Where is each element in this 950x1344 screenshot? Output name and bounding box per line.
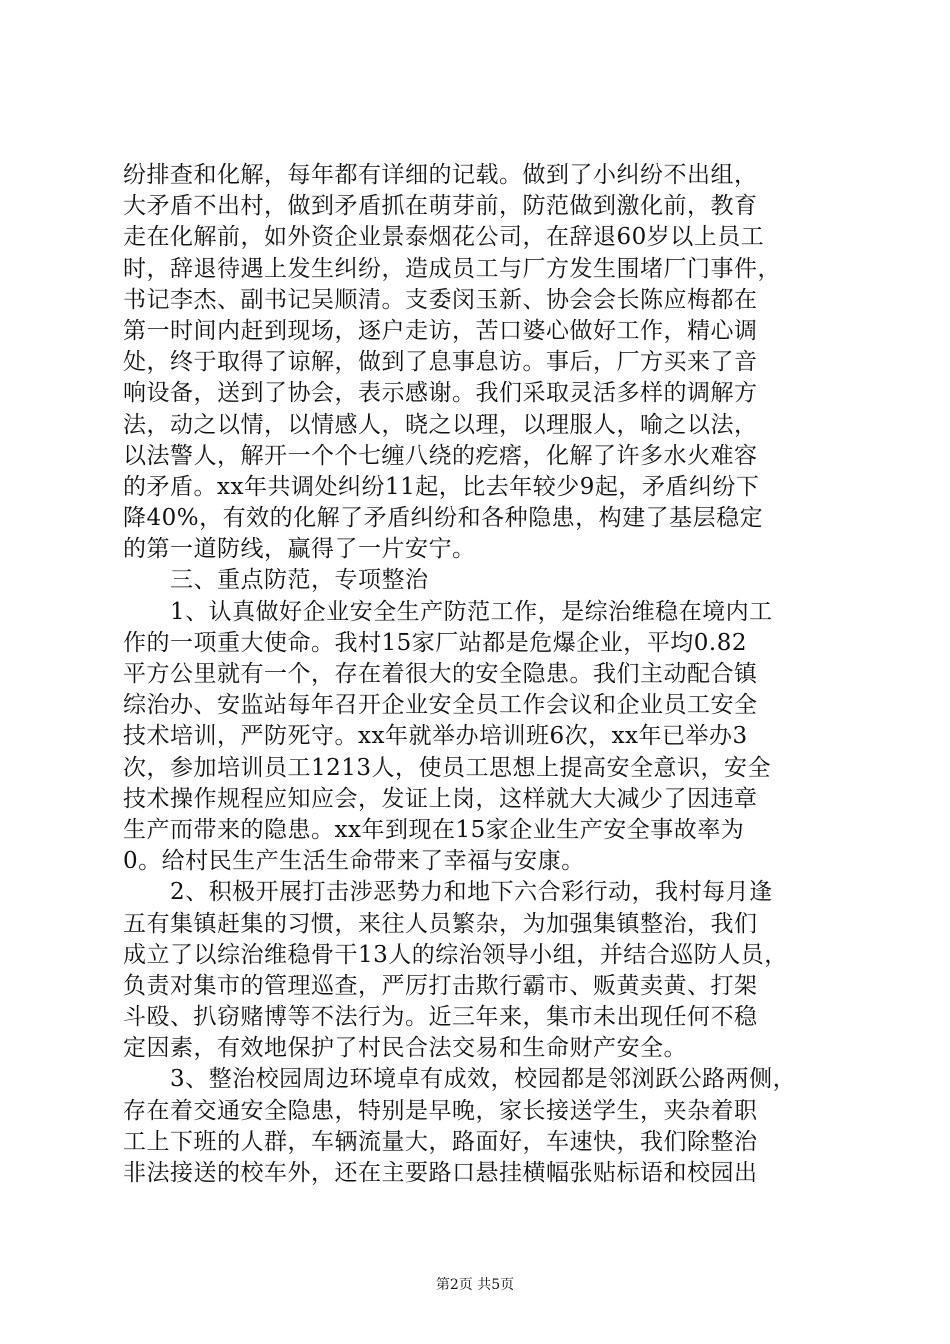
text-line: 成立了以综治维稳骨干13人的综治领导小组，并结合巡防人员， <box>123 941 788 968</box>
text-line: 技术操作规程应知应会，发证上岗，这样就大大减少了因违章 <box>123 785 758 812</box>
text-line: 2、积极开展打击涉恶势力和地下六合彩行动，我村每月逢 <box>123 879 773 906</box>
text-line: 存在着交通安全隐患，特别是早晚，家长接送学生，夹杂着职 <box>123 1097 758 1124</box>
text-line: 响设备，送到了协会，表示感谢。我们采取灵活多样的调解方 <box>123 380 758 407</box>
text-line: 大矛盾不出村，做到矛盾抓在萌芽前，防范做到激化前，教育 <box>123 193 758 220</box>
text-line: 综治办、安监站每年召开企业安全员工作会议和企业员工安全 <box>123 692 758 719</box>
text-line: 负责对集市的管理巡查，严厉打击欺行霸市、贩黄卖黄、打架 <box>123 972 758 999</box>
text-line: 斗殴、扒窃赌博等不法行为。近三年来，集市未出现任何不稳 <box>123 1004 758 1031</box>
text-line: 的矛盾。xx年共调处纠纷11起，比去年较少9起，矛盾纠纷下 <box>123 473 760 500</box>
text-line: 五有集镇赶集的习惯，来往人员繁杂，为加强集镇整治，我们 <box>123 910 758 937</box>
text-line: 0。给村民生产生活生命带来了幸福与安康。 <box>123 848 585 875</box>
text-line: 法，动之以情，以情感人，晓之以理，以理服人，喻之以法， <box>123 411 758 438</box>
document-body <box>123 160 835 1189</box>
text-line: 技术培训，严防死守。xx年就举办培训班6次，xx年已举办3 <box>123 723 748 750</box>
text-line: 生产而带来的隐患。xx年到现在15家企业生产安全事故率为 <box>123 816 745 843</box>
page-footer: 第2页 共5页 <box>435 1277 515 1293</box>
text-line: 以法警人，解开一个个七缠八绕的疙瘩，化解了许多水火难容 <box>123 442 758 469</box>
text-line: 非法接送的校车外，还在主要路口悬挂横幅张贴标语和校园出 <box>123 1160 758 1186</box>
text-line: 第一时间内赶到现场，逐户走访，苦口婆心做好工作，精心调 <box>123 317 758 344</box>
text-line: 时，辞退待遇上发生纠纷，造成员工与厂方发生围堵厂门事件， <box>123 255 781 282</box>
text-line: 书记李杰、副书记吴顺清。支委闵玉新、协会会长陈应梅都在 <box>123 286 758 313</box>
text-line: 降40%，有效的化解了矛盾纠纷和各种隐患，构建了基层稳定 <box>123 505 764 532</box>
text-line: 三、重点防范，专项整治 <box>123 567 429 594</box>
text-line: 纷排查和化解，每年都有详细的记载。做到了小纠纷不出组， <box>123 162 758 188</box>
text-line: 走在化解前，如外资企业景泰烟花公司，在辞退60岁以上员工 <box>123 224 765 251</box>
text-line: 3、整治校园周边环境卓有成效，校园都是邻浏跃公路两侧， <box>123 1066 797 1093</box>
text-line: 的第一道防线，赢得了一片安宁。 <box>123 536 476 563</box>
text-line: 1、认真做好企业安全生产防范工作，是综治维稳在境内工 <box>123 598 773 625</box>
text-line: 作的一项重大使命。我村15家厂站都是危爆企业，平均0.82 <box>123 629 747 656</box>
text-line: 工上下班的人群，车辆流量大，路面好，车速快，我们除整治 <box>123 1128 758 1155</box>
text-line: 处，终于取得了谅解，做到了息事息访。事后，厂方买来了音 <box>123 349 758 376</box>
text-line: 定因素，有效地保护了村民合法交易和生命财产安全。 <box>123 1035 687 1062</box>
text-line: 次，参加培训员工1213人，使员工思想上提高安全意识，安全 <box>123 754 772 781</box>
text-line: 平方公里就有一个，存在着很大的安全隐患。我们主动配合镇 <box>123 661 758 687</box>
